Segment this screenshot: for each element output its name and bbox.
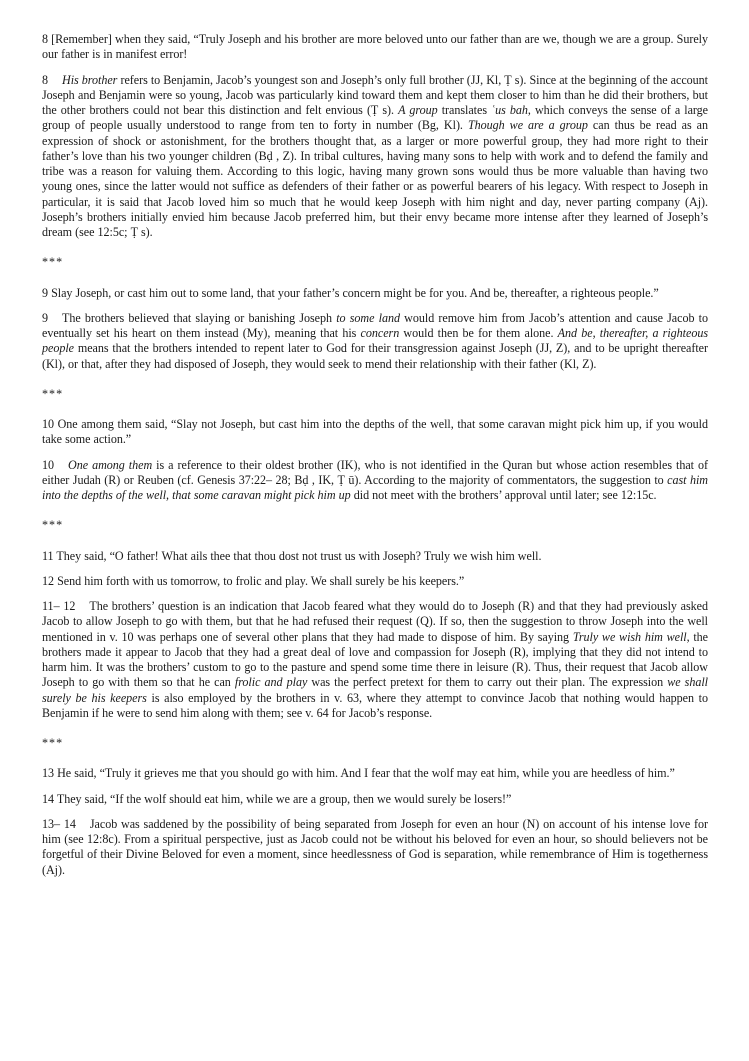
section-separator-4: *** [42, 736, 64, 750]
verse-paragraph-10: 10 One among them said, “Slay not Joseph, but cast him into the depths of the well, that some caravan might pick him up, if you would take some action.” [42, 417, 708, 447]
verse-paragraph-13: 13 He said, “Truly it grieves me that you should go with him. And I fear that the wolf may eat him, while you are heedless of him.” [42, 766, 675, 781]
italic-phrase: we shall surely be his keepers [42, 675, 709, 705]
italic-phrase: A group [398, 103, 438, 117]
italic-phrase: to some land [336, 310, 400, 325]
page-content-column [42, 32, 708, 888]
verse-paragraph-9: 9 Slay Joseph, or cast him out to some land, that your father’s concern might be for you. And be, thereafter, a righteous people.” [42, 285, 659, 300]
commentary-paragraph-13-14 [42, 817, 708, 878]
commentary-number-13-14: 13– 14 [42, 816, 76, 831]
commentary-text: can thus be read as an expression of shock or astonishment, for the brothers thought that, as a larger or more powerful group, they had more right to their father’s love than his two younger children (Bḍ , Z). In tribal cultures, having many sons to help with work and to defend the family and tribe was a reason for valuing them. According to this logic, having many grown sons would thus be more valuable than having two young ones, since the latter would not suffice as defenders of their father or as powerful bearers of his legacy. With respect to Joseph in particular, it is said that Jacob loved him so much that he would keep Joseph with him night and day, never parting company (Aj). Joseph’s brothers initially envied him because Jacob preferred him, but their envy became more intense after they learned of Joseph’s dream (see 12:5c; Ṭ s). [42, 118, 708, 239]
italic-phrase: His brother [62, 72, 118, 87]
commentary-text: would then be for them alone. [399, 326, 558, 340]
italic-phrase: One among them [68, 457, 153, 472]
italic-phrase: cast him into the depths of the well, that some caravan might pick him up [42, 472, 708, 502]
section-separator-3: *** [42, 518, 64, 533]
commentary-text: was the perfect pretext for them to carry out their plan. The expression [307, 675, 668, 690]
commentary-number-10: 10 [42, 457, 55, 472]
commentary-paragraph-10 [42, 458, 708, 504]
commentary-text: refers to Benjamin, Jacob’s youngest son and Joseph’s only full brother (JJ, Kl, Ṭ s). Since at the beginning of the account Joseph and Benjamin were so young, Jacob was particularly kind toward them and kept them closer to him than he did their brothers, but the other brothers could not bear this distinction and felt envious (Ṭ s). [42, 72, 708, 117]
commentary-text: Jacob was saddened by the possibility of being separated from Joseph for even an hour (N) on account of his intense love for him (see 12:8c). From a spiritual perspective, just as Jacob could not be without his beloved for even an hour, so should believers not be forgetful of their Divine Beloved for even a moment, since heedlessness of God is separation, while remembrance of Him is togetherness (Aj). [42, 816, 709, 877]
commentary-paragraph-11-12 [42, 599, 708, 721]
commentary-text: would remove him from Jacob’s attention and cause Jacob to eventually set his heart on them instead (My), meaning that his [42, 310, 709, 340]
commentary-paragraph-9 [42, 311, 708, 372]
italic-phrase: concern [360, 326, 400, 340]
italic-phrase: Truly we wish him well [572, 629, 687, 644]
commentary-text: means that the brothers intended to repent later to God for their transgression against Joseph (JJ, Z), and to be upright thereafter (Kl), or that, after they had disposed of Joseph, they would seek to mend their relationship with their father (Kl, Z). [42, 341, 708, 371]
italic-phrase: ʿus bah [491, 103, 528, 117]
commentary-number-9: 9 [42, 310, 49, 325]
commentary-paragraph-8 [42, 73, 708, 241]
commentary-text: is also employed by the brothers in v. 63, where they attempt to convince Jacob that nothing would happen to Benjamin if he were to send him along with them; see v. 64 for Jacob’s response. [42, 690, 708, 720]
commentary-number-11-12: 11– 12 [42, 599, 76, 613]
commentary-text: The brothers’ question is an indication that Jacob feared what they would do to Joseph (R) and that they had previously asked Jacob to allow Joseph to go with them, but that he had refused their request (Q). If so, then the suggestion to throw Joseph into the well mentioned in v. 10 was perhaps one of several other plans that they had made to dispose of him. By saying [42, 599, 709, 644]
commentary-text: The brothers believed that slaying or banishing Joseph [62, 310, 337, 325]
section-separator-1: *** [42, 255, 64, 270]
verse-paragraph-8: 8 [Remember] when they said, “Truly Joseph and his brother are more beloved unto our father than are we, though we are a group. Surely our father is in manifest error! [42, 32, 708, 62]
commentary-text: , which conveys the sense of a large group of people usually understood to range from ten to forty in number (Bg, Kl). [42, 103, 709, 133]
italic-phrase: frolic and play [234, 675, 308, 690]
italic-phrase: Though we are a group [467, 118, 588, 133]
commentary-text: did not meet with the brothers’ approval until later; see 12:15c. [350, 488, 657, 502]
verse-paragraph-12: 12 Send him forth with us tomorrow, to frolic and play. We shall surely be his keepers.” [42, 573, 465, 588]
verse-paragraph-11: 11 They said, “O father! What ails thee that thou dost not trust us with Joseph? Truly we wish him well. [42, 548, 542, 563]
commentary-text: translates [437, 103, 492, 117]
commentary-text: is a reference to their oldest brother (IK), who is not identified in the Quran but whose action resembles that of either Judah (R) or Reuben (cf. Genesis 37:22– 28; Bḍ , IK, Ṭ ū). According to the majority of commentators, the suggestion to [42, 457, 708, 487]
italic-phrase: And be, thereafter, a righteous people [42, 326, 708, 356]
section-separator-2: *** [42, 386, 64, 401]
verse-paragraph-14: 14 They said, “If the wolf should eat him, while we are a group, then we would surely be losers!” [42, 791, 512, 806]
commentary-number-8: 8 [42, 72, 49, 87]
commentary-text: , the brothers made it appear to Jacob that they had a great deal of love and compassion for Joseph (R), implying that they did not intend to harm him. It was the brothers’ custom to go to the pasture and spend some time there in leisure (R). Thus, their request that Jacob allow Joseph to go with them so that he can [42, 629, 708, 690]
